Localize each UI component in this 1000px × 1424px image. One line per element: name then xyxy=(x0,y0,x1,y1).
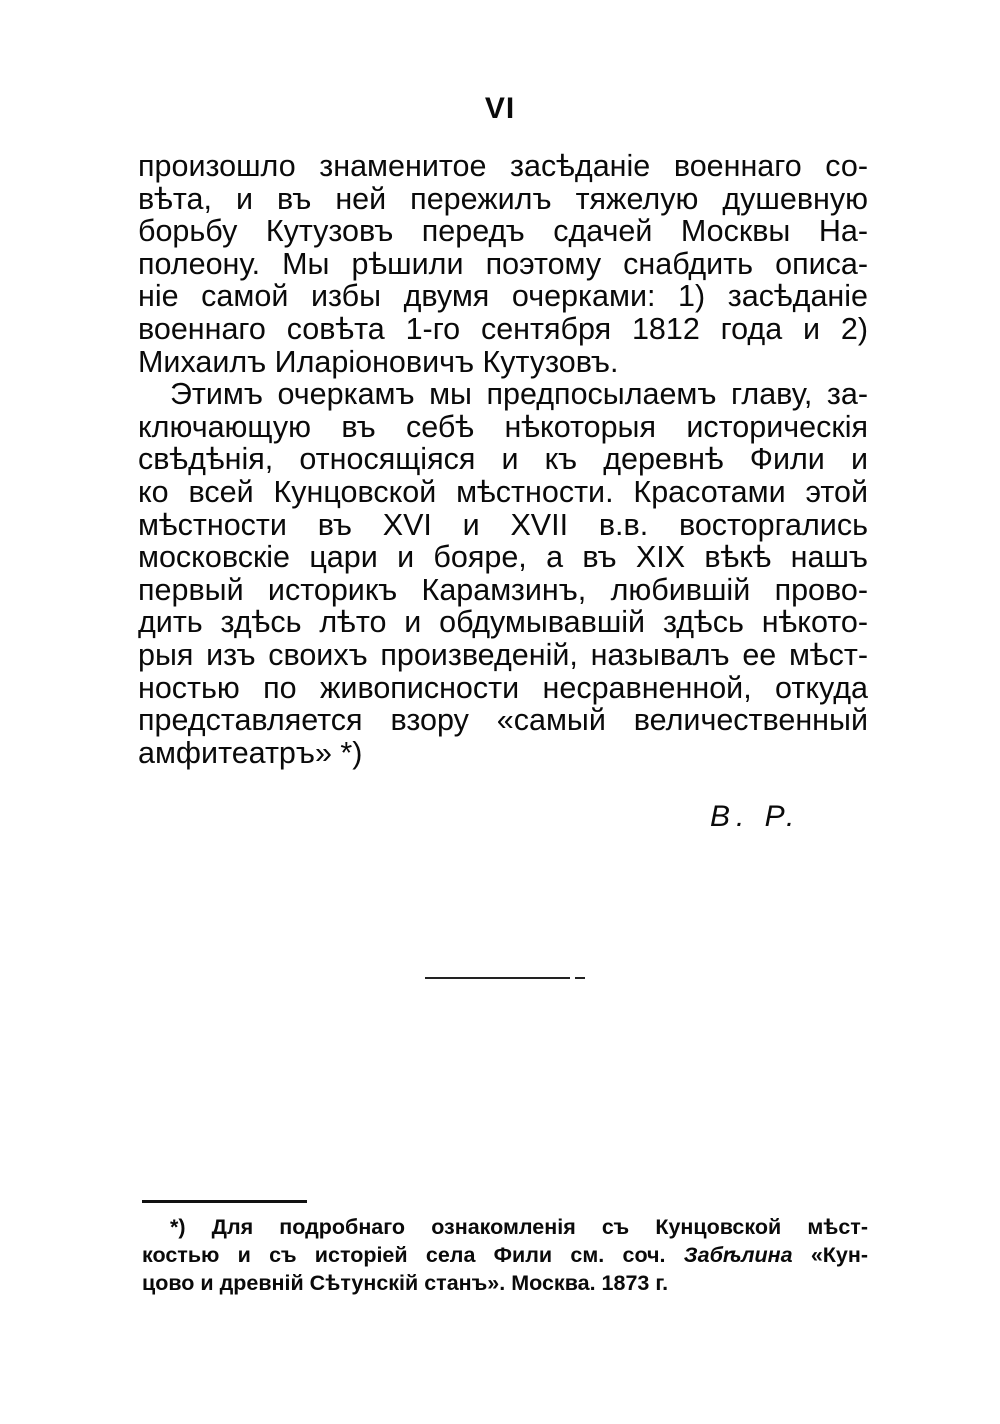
paragraph-2 xyxy=(138,378,868,769)
text-line: Этимъ очеркамъ мы предпосылаемъ главу, за- xyxy=(170,377,868,412)
signature: В. Р. xyxy=(710,800,801,833)
text-line: вѣта, и въ ней пережилъ тяжелую душевную xyxy=(138,181,868,216)
text-line: Михаилъ Иларіоновичъ Кутузовъ. xyxy=(138,344,619,379)
text-line: амфитеатръ» *) xyxy=(138,735,363,770)
text-line: полеону. Мы рѣшили поэтому снабдить описа- xyxy=(138,246,868,281)
text-line: мѣстности въ XVI и XVII в.в. восторгались xyxy=(138,507,868,542)
text-line: рыя изъ своихъ произведеній, называлъ ее мѣст- xyxy=(138,637,868,672)
footnote-rule xyxy=(142,1200,307,1203)
text-line: свѣдѣнія, относящіяся и къ деревнѣ Фили и xyxy=(138,442,868,477)
footnote xyxy=(142,1213,868,1297)
footnote-author: Забѣлина xyxy=(683,1243,793,1267)
footnote-text: «Кун- xyxy=(792,1243,869,1267)
text-line: ніе самой избы двумя очерками: 1) засѣданіе xyxy=(138,279,868,314)
footnote-text: костью и съ исторіей села Фили см. соч. xyxy=(142,1243,684,1267)
text-line: московскіе цари и бояре, а въ XIX вѣкѣ нашъ xyxy=(138,540,868,575)
section-divider xyxy=(425,977,570,979)
text-line: ко всей Кунцовской мѣстности. Красотами этой xyxy=(138,474,868,509)
text-line: произошло знаменитое засѣданіе военнаго со- xyxy=(138,149,868,183)
text-line: дить здѣсь лѣто и обдумывавшій здѣсь нѣкото- xyxy=(138,605,868,640)
body-text xyxy=(138,150,868,769)
section-divider-tail xyxy=(575,977,585,979)
text-line: военнаго совѣта 1-го сентября 1812 года и 2) xyxy=(138,311,868,346)
footnote-line: *) Для подробнаго ознакомленія съ Кунцовской мѣст- xyxy=(170,1215,868,1239)
footnote-line xyxy=(142,1241,868,1269)
paragraph-1 xyxy=(138,150,868,378)
page-number: VI xyxy=(484,92,516,125)
text-line: ключающую въ себѣ нѣкоторыя историческія xyxy=(138,409,868,444)
text-line: первый историкъ Карамзинъ, любившій прово- xyxy=(138,572,868,607)
text-line: борьбу Кутузовъ передъ сдачей Москвы На- xyxy=(138,214,868,249)
text-line: ностью по живописности несравненной, откуда xyxy=(138,670,868,705)
footnote-line: цово и древній Сѣтунскій станъ». Москва. 1873 г. xyxy=(142,1271,669,1295)
text-line: представляется взору «самый величественный xyxy=(138,703,868,738)
